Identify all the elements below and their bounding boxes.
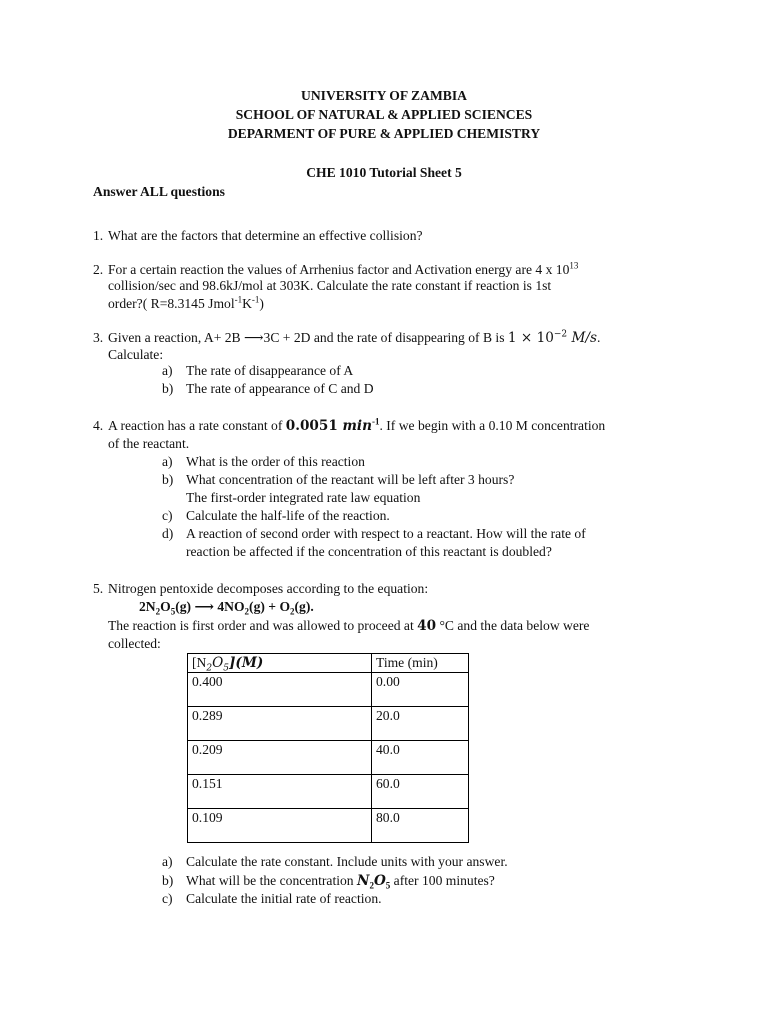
table-cell-concentration: 0.151 [188,775,372,809]
q3-b-label: b) [162,381,174,396]
q1-text: What are the factors that determine an effective collision? [108,228,423,243]
q3-a-text: The rate of disappearance of A [186,363,354,378]
concentration-time-table [187,653,469,843]
q5-equation: $2N_2O_5(g)$ ⟶ $4NO_2(g) + O_2(g)$. [139,599,314,617]
table-cell-concentration: 0.289 [188,707,372,741]
university-name: UNIVERSITY OF ZAMBIA [301,88,467,103]
q5-b-label: b) [162,873,174,888]
q3-number: 3. [93,330,104,345]
q5-a-label: a) [162,854,173,869]
table-header-row [188,654,469,673]
table-row [188,707,469,741]
q3-rate-value: 1 × 10 [507,330,554,346]
q4-b-label: b) [162,472,174,487]
q5-c-text: Calculate the initial rate of reaction. [186,891,382,906]
q2-line1: For a certain reaction the values of Arrhenius factor and Activation energy are 4 x $10^{13}$ [108,260,579,277]
q3-a-label: a) [162,363,173,378]
school-name: SCHOOL OF NATURAL & APPLIED SCIENCES [235,107,533,122]
q4-d-label: d) [162,526,174,541]
q4-line2: of the reactant. [108,436,190,451]
table-cell-concentration: 0.209 [188,741,372,775]
q5-b-text: What will be the concentration $N_2O_5$ after 100 minutes? [186,873,495,891]
sheet-title: CHE 1010 Tutorial Sheet 5 [306,165,462,180]
table-header-concentration: $[N_2O_5](M)$ [188,654,372,673]
q4-c-label: c) [162,508,173,523]
table-row [188,809,469,843]
q4-line1: A reaction has a rate constant of 0.0051 $\min^{-1}$. If we begin with a 0.10 M concentration [108,416,606,434]
table-cell-time: 20.0 [372,707,469,741]
table-cell-time: 60.0 [372,775,469,809]
table-cell-concentration: 0.109 [188,809,372,843]
table-row [188,741,469,775]
q4-c-text: Calculate the half-life of the reaction. [186,508,390,523]
q5-line1: Nitrogen pentoxide decomposes according to the equation: [108,581,429,596]
q4-b-text: What concentration of the reactant will be left after 3 hours? [186,472,515,487]
table-row [188,775,469,809]
q2-number: 2. [93,262,104,277]
instruction: Answer ALL questions [93,184,225,199]
q5-line3: The reaction is first order and was allowed to proceed at 40 °C and the data below were [108,618,590,634]
table-cell-time: 40.0 [372,741,469,775]
table-row [188,673,469,707]
q2-line2: collision/sec and 98.6kJ/mol at 303K. Calculate the rate constant if reaction is 1st [108,278,552,293]
q3-line1: Given a reaction, A+ 2B ⟶3C + 2D and the rate of disappearing of B is $1 \times 10^{-2}$ M/s. [108,329,601,346]
q5-c-label: c) [162,891,173,906]
q5-line4: collected: [108,636,161,651]
department-name: DEPARMENT OF PURE & APPLIED CHEMISTRY [227,126,541,141]
q4-d-text: A reaction of second order with respect to a reactant. How will the rate of [186,526,586,541]
q2-line3: order?( R=8.3145 $Jmol^{-1}K^{-1}$) [108,294,264,311]
q5-number: 5. [93,581,104,596]
q4-a-text: What is the order of this reaction [186,454,365,469]
q3-line2: Calculate: [108,347,164,362]
q5-a-text: Calculate the rate constant. Include units with your answer. [186,854,508,869]
q3-b-text: The rate of appearance of C and D [186,381,374,396]
table-cell-concentration: 0.400 [188,673,372,707]
table-cell-time: 80.0 [372,809,469,843]
table-header-time: Time (min) [372,654,469,673]
q4-k-value: 0.0051 [285,418,343,434]
q4-d-text-2: reaction be affected if the concentration of this reactant is doubled? [186,544,552,559]
table-cell-time: 0.00 [372,673,469,707]
q4-number: 4. [93,418,104,433]
q1-number: 1. [93,228,104,243]
q4-b-text-2: The first-order integrated rate law equation [186,490,421,505]
q4-a-label: a) [162,454,173,469]
